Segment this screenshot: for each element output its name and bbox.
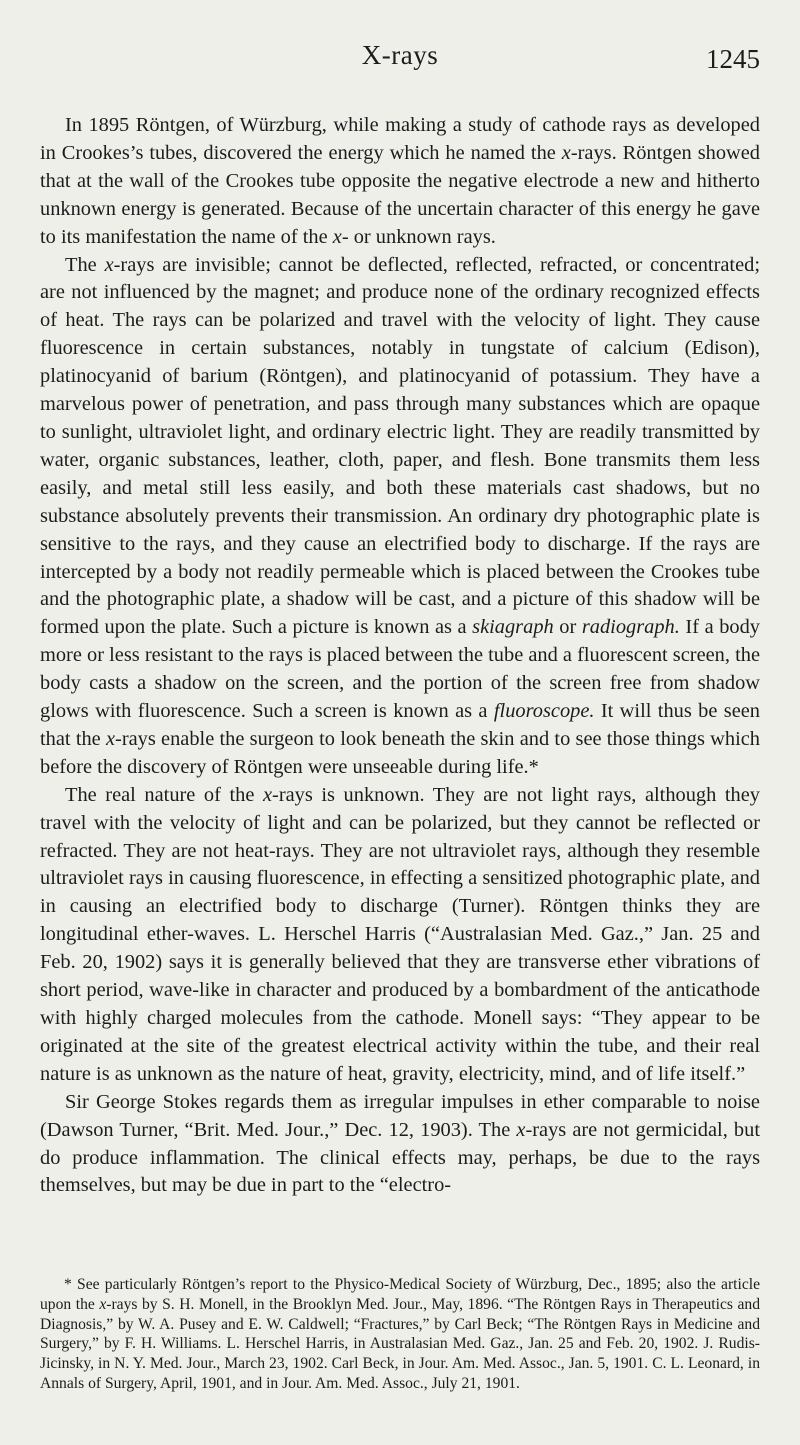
text-run: If a body more or less resistant to the rays is placed between the tube and a fluorescent screen, the body casts a shadow on the screen, and the portion of the screen free from shadow glows with fluorescence. Such a screen is known as a xyxy=(40,616,760,723)
footnote xyxy=(40,1275,760,1394)
italic-text: x xyxy=(105,727,116,750)
italic-text: x xyxy=(262,783,273,806)
italic-text: x xyxy=(104,253,114,276)
text-run: or xyxy=(553,616,582,639)
paragraph xyxy=(40,1089,760,1201)
italic-text: x xyxy=(561,141,571,164)
body-text xyxy=(40,112,760,1200)
italic-text: x xyxy=(99,1295,107,1313)
text-run: It will thus be seen that the xyxy=(40,700,760,750)
text-run: The xyxy=(65,253,105,276)
italic-text: x xyxy=(332,225,342,248)
text-run: The real nature of the xyxy=(65,783,263,806)
text-run: -rays by S. H. Monell, in the Brooklyn Med. Jour., May, 1896. “The Röntgen Rays in Therapeutics and Diagnosis,” by W. A. Pusey and E. W. Caldwell; “Fractures,” by Carl Beck; “The Röntgen Rays in Medicine and Surgery,” by F. H. Williams. L. Herschel Harris, in Australasian Med. Gaz., Jan. 25 and Feb. 20, 1902. J. Rudis-Jicinsky, in N. Y. Med. Jour., March 23, 1902. Carl Beck, in Jour. Am. Med. Assoc., Jan. 5, 1901. C. L. Leonard, in Annals of Surgery, April, 1901, and in Jour. Am. Med. Assoc., July 21, 1901. xyxy=(40,1295,760,1392)
text-run: -rays is unknown. They are not light rays, although they travel with the velocity of light and can be polarized, but they cannot be reflected or refracted. They are not heat-rays. They are not ultraviolet rays, although they resemble ultraviolet rays in causing fluorescence, in effecting a sensitized photographic plate, and in causing an electrified body to discharge (Turner). Röntgen thinks they are longitudinal ether-waves. L. Herschel Harris (“Australasian Med. Gaz.,” Jan. 25 and Feb. 20, 1902) says it is generally believed that they are transverse ether vibrations of short period, wave-like in character and produced by a bombardment of the anticathode with highly charged molecules from the cathode. Monell says: “They appear to be originated at the site of the greatest electrical activity within the tube, and their real nature is as unknown as the nature of heat, gravity, electricity, mind, and of life itself.” xyxy=(40,783,760,1085)
text-run: -rays enable the surgeon to look beneath the skin and to see those things which before the discovery of Röntgen were unseeable during life.* xyxy=(40,727,760,778)
page-header xyxy=(40,40,760,80)
italic-text: radiograph. xyxy=(581,616,680,639)
italic-text: x xyxy=(516,1118,526,1141)
text-run: -rays are not germicidal, but do produce inflammation. The clinical effects may, perhaps, be due to the rays themselves, but may be due in part to the “electro- xyxy=(40,1118,760,1197)
paragraph xyxy=(40,782,760,1089)
text-run: - or unknown rays. xyxy=(341,225,496,248)
running-head: X-rays xyxy=(361,40,439,70)
paragraph xyxy=(40,252,760,782)
italic-text: skiagraph xyxy=(472,616,554,639)
text-run: Sir George Stokes regards them as irregular impulses in ether comparable to noise (Dawson Turner, “Brit. Med. Jour.,” Dec. 12, 1903). The xyxy=(40,1090,760,1141)
text-run: -rays are invisible; cannot be deflected, reflected, refracted, or concentrated; are not influenced by the magnet; and produce none of the ordinary recognized effects of heat. The rays can be polarized and travel with the velocity of light. They cause fluorescence in certain substances, notably in tungstate of calcium (Edison), platinocyanid of barium (Röntgen), and platinocyanid of potassium. They have a marvelous power of penetration, and pass through many substances which are opaque to sunlight, ultraviolet light, and ordinary electric light. They are readily transmitted by water, organic substances, leather, cloth, paper, and flesh. Bone transmits them less easily, and metal still less easily, and both these materials cast shadows, but no substance absolutely prevents their transmission. An ordinary dry photographic plate is sensitive to the rays, and they cause an electrified body to discharge. If the rays are intercepted by a body not readily permeable which is placed between the Crookes tube and the photographic plate, a shadow will be cast, and a picture of this shadow will be formed upon the plate. Such a picture is known as a xyxy=(40,253,760,639)
text-run: -rays. Röntgen showed that at the wall of the Crookes tube opposite the negative electrode a new and hitherto unknown energy is generated. Because of the uncertain character of this energy he gave to its manifestation the name of the xyxy=(40,141,760,248)
book-page xyxy=(40,0,760,1445)
text-run: * See particularly Röntgen’s report to the Physico-Medical Society of Würzburg, Dec., 1895; also the article upon the xyxy=(40,1276,760,1313)
text-run: In 1895 Röntgen, of Würzburg, while making a study of cathode rays as developed in Crookes’s tubes, discovered the energy which he named the xyxy=(40,114,760,164)
page-number: 1245 xyxy=(706,44,760,74)
footnote-text xyxy=(40,1275,760,1394)
italic-text: fluoroscope. xyxy=(493,700,595,723)
paragraph xyxy=(40,112,760,252)
